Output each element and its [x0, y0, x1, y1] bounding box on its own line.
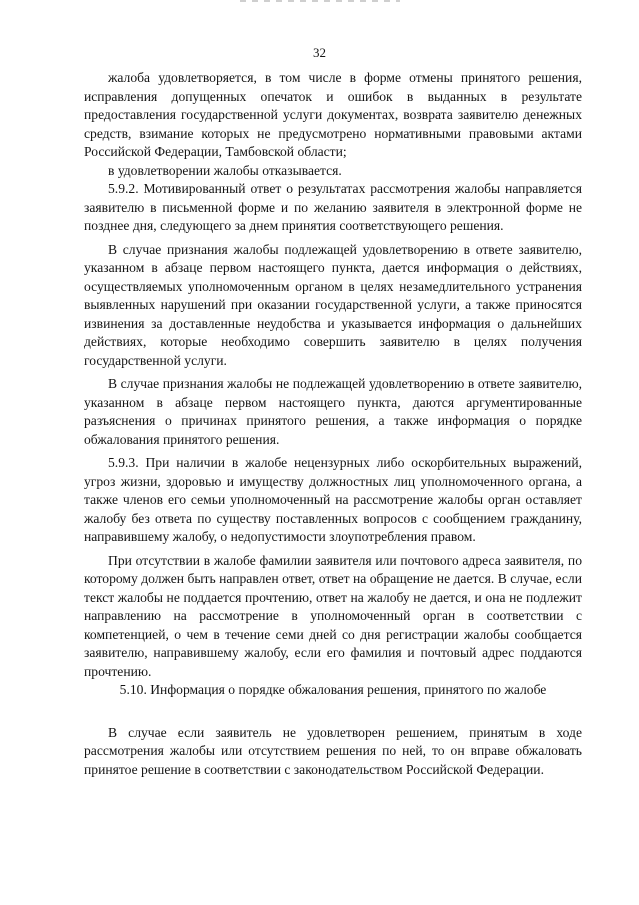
paragraph-no-surname: При отсутствии в жалобе фамилии заявителя или почтового адреса заявителя, по которому должен быть направлен ответ, ответ на обращение не дается. В случае, если текст жалобы не поддается прочтению, ответ на жалобу не дается, и она не подлежит направлению на рассмотрение в уполномоченный орган в соответствии с компетенцией, о чем в течение семи дней со дня регистрации жалобы сообщается заявителю, направившему жалобу, если его фамилия и почтовый адрес поддаются прочтению.: [84, 552, 582, 679]
paragraph-complaint-satisfied: жалоба удовлетворяется, в том числе в форме отмены принятого решения, исправления допущенных опечаток и ошибок в выданных в результате предоставления государственной услуги документах, возврата заявителю денежных средств, взимание которых не предусмотрено нормативными правовыми актами Российской Федерации, Тамбовской области;: [84, 70, 582, 159]
section-heading-5-10: 5.10. Информация о порядке обжалования решения, принятого по жалобе: [119, 682, 547, 697]
page-number: 32: [313, 45, 326, 60]
document-body: [84, 69, 582, 779]
paragraph-complaint-refused: в удовлетворении жалобы отказывается.: [108, 162, 342, 178]
scan-artifact: [240, 0, 400, 2]
paragraph-5-9-3: 5.9.3. При наличии в жалобе нецензурных либо оскорбительных выражений, угроз жизни, здоровью и имуществу должностных лиц уполномоченного органа, а также членов его семьи уполномоченный на рассмотрение жалобы орган оставляет жалобу без ответа по существу поставленных вопросов с сообщением гражданину, направившему жалобу, о недопустимости злоупотребления правом.: [84, 455, 582, 544]
paragraph-refused-response: В случае признания жалобы не подлежащей удовлетворению в ответе заявителю, указанном в абзаце первом настоящего пункта, даются аргументированные разъяснения о причинах принятого решения, а также информация о порядке обжалования принятого решения.: [84, 376, 582, 447]
paragraph-appeal: В случае если заявитель не удовлетворен решением, принятым в ходе рассмотрения жалобы или отсутствием решения по ней, то он вправе обжаловать принятое решение в соответствии с законодательством Российской Федерации.: [84, 724, 582, 777]
paragraph-satisfied-response: В случае признания жалобы подлежащей удовлетворению в ответе заявителю, указанном в абзаце первом настоящего пункта, дается информация о действиях, осуществляемых уполномоченным органом в целях незамедлительного устранения выявленных нарушений при оказании государственной услуги, а также приносятся извинения за доставленные неудобства и указывается информация о дальнейших действиях, которые необходимо совершить заявителю в целях получения государственной услуги.: [84, 241, 582, 368]
paragraph-5-9-2: 5.9.2. Мотивированный ответ о результатах рассмотрения жалобы направляется заявителю в письменной форме и по желанию заявителя в электронной форме не позднее дня, следующего за днем принятия соответствующего решения.: [84, 181, 582, 233]
